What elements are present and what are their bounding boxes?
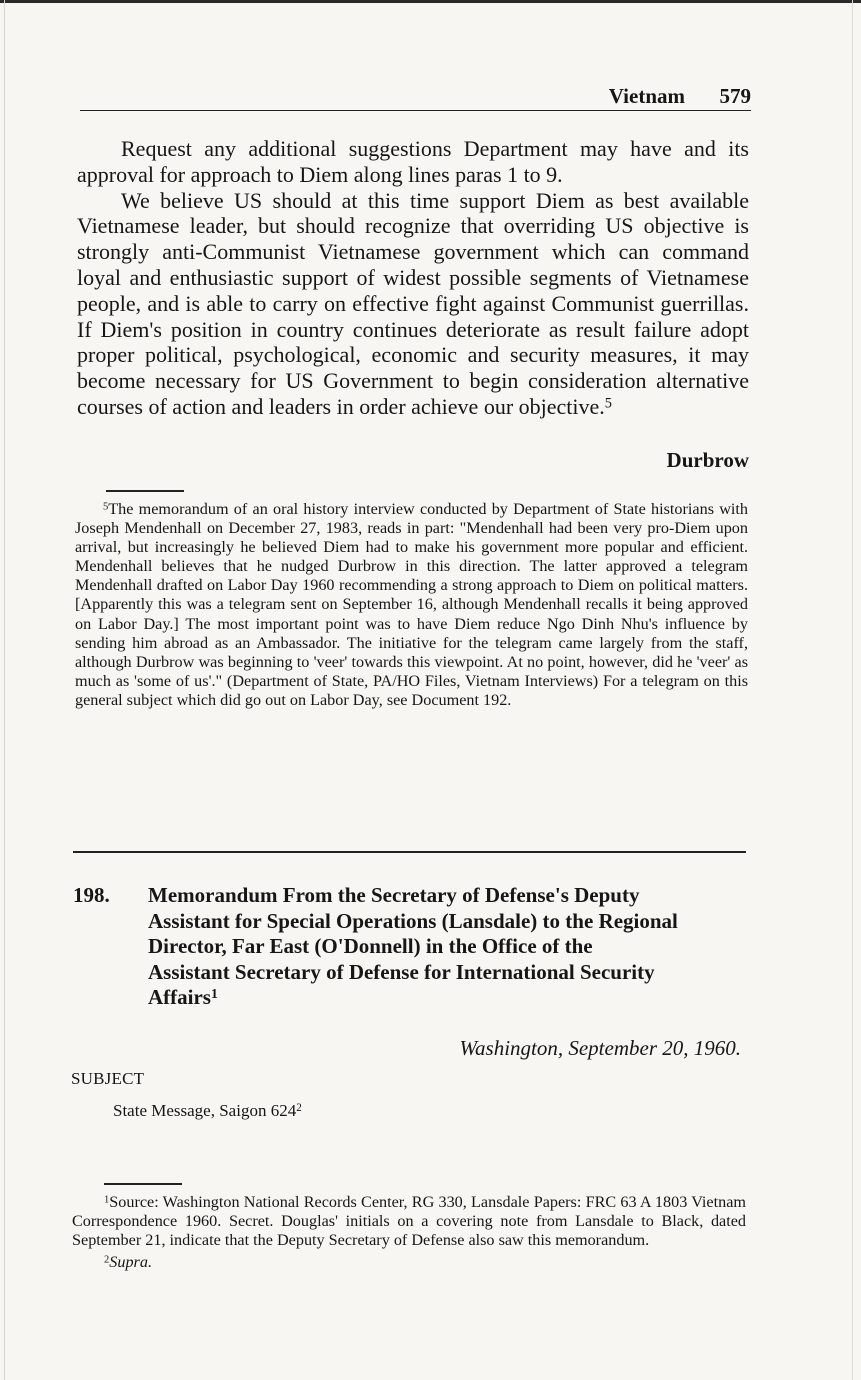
document-title-line: Assistant Secretary of Defense for International Security bbox=[148, 959, 655, 984]
body-paragraph-2 bbox=[77, 188, 749, 420]
footnote-ref-5[interactable]: 5 bbox=[604, 395, 612, 412]
running-head-title: Vietnam bbox=[608, 84, 685, 108]
document-title-line: Memorandum From the Secretary of Defense's Deputy bbox=[148, 883, 640, 907]
document-title-line: Assistant for Special Operations (Lansdale) to the Regional bbox=[148, 908, 678, 933]
document-title bbox=[148, 883, 748, 1011]
body-paragraph-2-text: We believe US should at this time support Diem as best available Vietnamese leader, but should recognize that overriding US objective is strongly anti-Communist Vietnamese government which can command loyal and enthusiastic support of widest possible segments of Vietnamese people, and is able to carry on effective fight against Communist guerrillas. If Diem's position in country continues deteriorate as result failure adopt proper political, psychological, economic and security measures, it may become necessary for US Government to begin consideration alternative courses of action and leaders in order achieve our objective. bbox=[77, 187, 749, 419]
page-left-edge bbox=[4, 0, 5, 1380]
subject-label: SUBJECT bbox=[71, 1069, 145, 1088]
footnote-1 bbox=[72, 1193, 746, 1251]
signature: Durbrow bbox=[666, 448, 749, 472]
footnote-ref-2[interactable]: 2 bbox=[296, 1102, 302, 1115]
footnotes-bottom bbox=[72, 1193, 746, 1272]
document-number: 198. bbox=[73, 883, 110, 907]
body-paragraph-1: Request any additional suggestions Department may have and its approval for approach to Diem along lines paras 1 to 9. bbox=[77, 136, 749, 187]
footnote-divider bbox=[104, 1183, 182, 1185]
footnote-ref-1[interactable]: 1 bbox=[210, 986, 218, 1002]
document-title-line-text: Affairs bbox=[148, 985, 211, 1010]
footnote-2-text: Supra. bbox=[109, 1252, 152, 1271]
subject-value-text: State Message, Saigon 624 bbox=[113, 1101, 297, 1120]
page-right-edge bbox=[852, 0, 853, 1380]
footnote-1-marker: 1 bbox=[104, 1194, 110, 1206]
document-title-line-last bbox=[148, 985, 748, 1011]
footnote-divider bbox=[106, 490, 184, 492]
section-divider bbox=[73, 851, 746, 853]
footnote-2-marker: 2 bbox=[104, 1253, 110, 1265]
footnote-5 bbox=[75, 500, 748, 710]
footnote-5-text: The memorandum of an oral history interview conducted by Department of State historians with Joseph Mendenhall on December 27, 1983, reads in part: "Mendenhall had been very pro-Diem upon arrival, but increasingly he believed Diem had to make his government more popular and efficient. Mendenhall believes that he nudged Durbrow in this direction. The latter approved a telegram Mendenhall drafted on Labor Day 1960 recommending a strong approach to Diem on political matters. [Apparently this was a telegram sent on September 16, although Mendenhall recalls it being approved on Labor Day.] The most important point was to have Diem reduce Ngo Dinh Nhu's influence by sending him abroad as an Ambassador. The initiative for the telegram came largely from the staff, although Durbrow was beginning to 'veer' towards this viewpoint. At no point, however, did he 'veer' as much as 'some of us'." (Department of State, PA/HO Files, Vietnam Interviews) For a telegram on this general subject which did go out on Labor Day, see Document 192. bbox=[75, 500, 748, 709]
running-head bbox=[80, 84, 751, 111]
subject-value bbox=[113, 1101, 302, 1121]
footnote-5-marker: 5 bbox=[103, 501, 109, 513]
footnote-1-text: Source: Washington National Records Center, RG 330, Lansdale Papers: FRC 63 A 1803 Vietnam Correspondence 1960. Secret. Douglas' initials on a covering note from Lansdale to Black, dated September 21, indicate that the Deputy Secretary of Defense also saw this memorandum. bbox=[72, 1193, 746, 1250]
document-title-line: Director, Far East (O'Donnell) in the Office of the bbox=[148, 934, 593, 959]
dateline: Washington, September 20, 1960. bbox=[459, 1036, 741, 1060]
footnote-2 bbox=[72, 1253, 746, 1272]
body-text bbox=[77, 136, 749, 420]
page-top-edge bbox=[0, 0, 861, 3]
page-number: 579 bbox=[719, 84, 751, 108]
